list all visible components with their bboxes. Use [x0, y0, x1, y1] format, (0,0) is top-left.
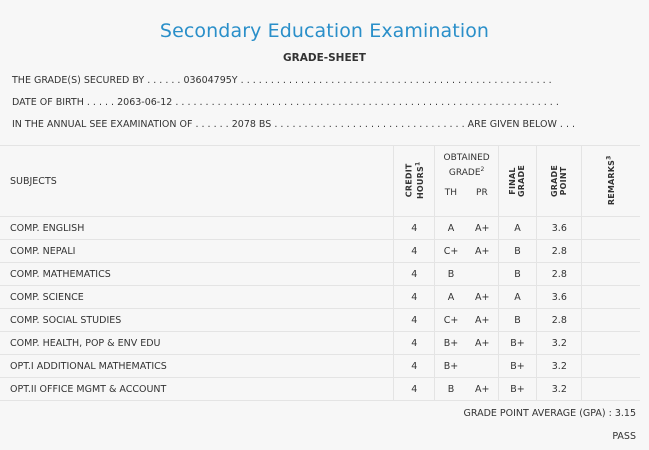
header-final-line1: FINAL	[508, 166, 518, 195]
header-final-line2: GRADE	[517, 164, 527, 197]
table-row	[0, 309, 640, 332]
credit-hours-cell: 4	[394, 355, 435, 378]
header-remarks	[582, 146, 640, 217]
header-th: TH	[444, 188, 457, 198]
pr-grade-cell: A+	[467, 332, 499, 355]
table-row	[0, 355, 640, 378]
secured-by-dots: . . . . . . . . . . . . . . . . . . . . . . . . . . . . . . . . . . . . . . . . . . . . . . . . . . . .	[240, 75, 552, 86]
pr-grade-cell: A+	[467, 378, 499, 401]
info-secured-by	[12, 75, 552, 86]
th-grade-cell: B	[435, 263, 467, 286]
header-remarks-label: REMARKS	[607, 160, 617, 206]
dob-label: DATE OF BIRTH . . . . .	[12, 97, 115, 108]
final-grade-cell: B	[498, 240, 536, 263]
header-obtained-grade	[435, 146, 498, 217]
page-title: Secondary Education Examination	[159, 20, 490, 42]
dob-value: 2063-06-12	[117, 97, 173, 108]
th-grade-cell: A	[435, 286, 467, 309]
header-credit-line1: CREDIT	[403, 163, 413, 198]
credit-hours-cell: 4	[394, 309, 435, 332]
credit-hours-cell: 4	[394, 286, 435, 309]
grade-point-cell: 3.2	[537, 332, 582, 355]
subject-cell: COMP. ENGLISH	[0, 217, 394, 240]
final-grade-cell: A	[498, 286, 536, 309]
final-grade-cell: B+	[498, 378, 536, 401]
subject-cell: OPT.II OFFICE MGMT & ACCOUNT	[0, 378, 394, 401]
header-obtained-line2: GRADE	[448, 168, 481, 178]
grade-point-cell: 3.2	[537, 378, 582, 401]
th-grade-cell: C+	[435, 240, 467, 263]
credit-hours-cell: 4	[394, 217, 435, 240]
header-credit-line2: HOURS	[415, 166, 425, 200]
exam-year: 2078 BS	[231, 119, 272, 130]
table-row	[0, 217, 640, 240]
gpa-label: GRADE POINT AVERAGE (GPA) :	[463, 408, 612, 419]
remarks-cell	[582, 309, 640, 332]
remarks-cell	[582, 263, 640, 286]
credit-hours-cell: 4	[394, 332, 435, 355]
final-grade-cell: B	[498, 309, 536, 332]
exam-dots: . . . . . . . . . . . . . . . . . . . . . . . . . . . . . . . .	[274, 119, 465, 130]
grade-point-cell: 3.6	[537, 217, 582, 240]
subject-cell: COMP. NEPALI	[0, 240, 394, 263]
subject-cell: OPT.I ADDITIONAL MATHEMATICS	[0, 355, 394, 378]
subject-cell: COMP. SOCIAL STUDIES	[0, 309, 394, 332]
subject-cell: COMP. MATHEMATICS	[0, 263, 394, 286]
final-grade-cell: B+	[498, 355, 536, 378]
grade-point-cell: 3.6	[537, 286, 582, 309]
table-row	[0, 378, 640, 401]
info-exam	[12, 119, 575, 130]
th-grade-cell: B+	[435, 332, 467, 355]
credit-hours-cell: 4	[394, 240, 435, 263]
gpa-summary	[464, 408, 636, 419]
remarks-cell	[582, 355, 640, 378]
pr-grade-cell: A+	[467, 309, 499, 332]
header-obtained-line1: OBTAINED	[443, 153, 490, 163]
header-gp-line1: GRADE	[550, 164, 560, 197]
th-grade-cell: A	[435, 217, 467, 240]
table-header-row	[0, 146, 640, 217]
table-row	[0, 286, 640, 309]
secured-by-label: THE GRADE(S) SECURED BY . . . . . .	[12, 75, 181, 86]
header-credit-sup: 1	[413, 161, 421, 167]
grade-point-cell: 2.8	[537, 240, 582, 263]
grade-point-cell: 2.8	[537, 263, 582, 286]
header-credit-hours	[394, 146, 435, 217]
dob-dots: . . . . . . . . . . . . . . . . . . . . . . . . . . . . . . . . . . . . . . . . . . . . . . . . . . . . . . . . . . . . . . . .	[175, 97, 559, 108]
pr-grade-cell: A+	[467, 217, 499, 240]
pr-grade-cell	[467, 263, 499, 286]
symbol-number: 03604795Y	[183, 75, 238, 86]
table-row	[0, 263, 640, 286]
exam-label: IN THE ANNUAL SEE EXAMINATION OF . . . . . .	[12, 119, 229, 130]
credit-hours-cell: 4	[394, 263, 435, 286]
th-grade-cell: C+	[435, 309, 467, 332]
header-final-grade	[498, 146, 536, 217]
table-row	[0, 240, 640, 263]
exam-suffix: ARE GIVEN BELOW . . .	[467, 119, 576, 130]
final-grade-cell: A	[498, 217, 536, 240]
header-grade-point	[537, 146, 582, 217]
header-pr: PR	[476, 188, 488, 198]
pr-grade-cell: A+	[467, 240, 499, 263]
th-grade-cell: B+	[435, 355, 467, 378]
header-remarks-sup: 3	[605, 155, 613, 161]
pr-grade-cell	[467, 355, 499, 378]
info-date-of-birth	[12, 97, 559, 108]
header-obtained-sup: 2	[480, 166, 485, 173]
header-gp-line2: POINT	[559, 166, 569, 195]
final-grade-cell: B	[498, 263, 536, 286]
grade-rows	[0, 217, 640, 401]
page-subtitle: GRADE-SHEET	[283, 52, 366, 64]
remarks-cell	[582, 240, 640, 263]
header-subjects: SUBJECTS	[0, 146, 394, 217]
final-grade-cell: B+	[498, 332, 536, 355]
result-status: PASS	[612, 431, 636, 442]
grade-point-cell: 2.8	[537, 309, 582, 332]
remarks-cell	[582, 286, 640, 309]
credit-hours-cell: 4	[394, 378, 435, 401]
subject-cell: COMP. HEALTH, POP & ENV EDU	[0, 332, 394, 355]
grade-point-cell: 3.2	[537, 355, 582, 378]
remarks-cell	[582, 217, 640, 240]
subject-cell: COMP. SCIENCE	[0, 286, 394, 309]
remarks-cell	[582, 332, 640, 355]
th-grade-cell: B	[435, 378, 467, 401]
remarks-cell	[582, 378, 640, 401]
table-row	[0, 332, 640, 355]
pr-grade-cell: A+	[467, 286, 499, 309]
grade-table	[0, 145, 640, 401]
gpa-value: 3.15	[614, 408, 636, 419]
